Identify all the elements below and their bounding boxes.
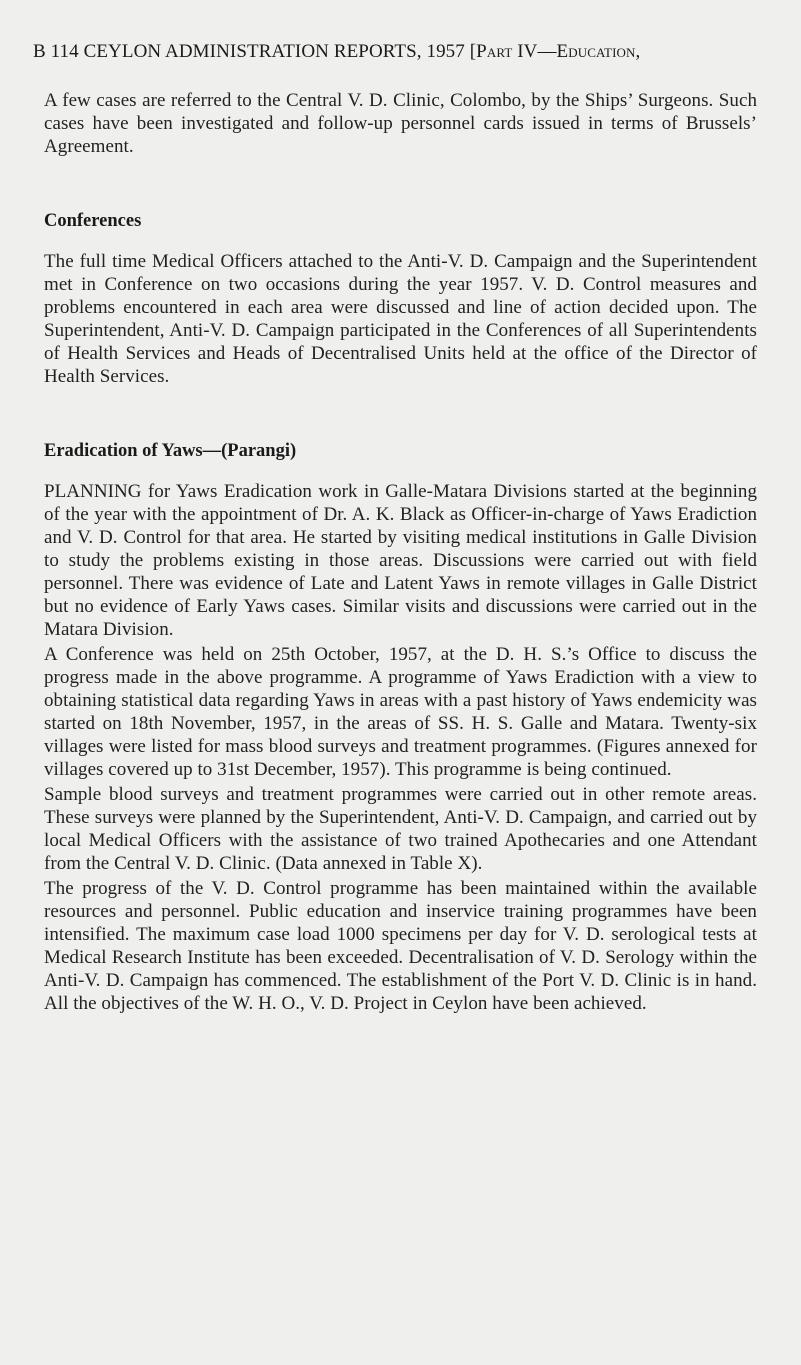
running-head-left: B 114 CEYLON ADMINISTRATION REPORTS, 1957 [ bbox=[33, 41, 477, 62]
intro-paragraph: A few cases are referred to the Central V. D. Clinic, Colombo, by the Ships’ Surgeons. Such cases have been investigated and follow-up personnel cards issued in terms of Brussels’ Agreement. bbox=[44, 90, 757, 157]
yaws-heading: Eradication of Yaws—(Parangi) bbox=[44, 441, 297, 461]
yaws-paragraph-2: A Conference was held on 25th October, 1957, at the D. H. S.’s Office to discuss the progress made in the above programme. A programme of Yaws Eradiction with a view to obtaining statistical data regarding Yaws in areas with a past history of Yaws endemicity was started on 18th November, 1957, in the areas of SS. H. S. Galle and Matara. Twenty-six villages were listed for mass blood surveys and treatment programmes. (Figures annexed for villages covered up to 31st December, 1957). This programme is being continued. bbox=[44, 644, 757, 780]
running-head bbox=[33, 40, 757, 64]
conferences-heading: Conferences bbox=[44, 211, 142, 231]
yaws-paragraph-4: The progress of the V. D. Control programme has been maintained within the available resources and personnel. Public education and inservice training programmes have been intensified. The maximum case load 1000 specimens per day for V. D. serological tests at Medical Research Institute has been exceeded. Decentralisation of V. D. Serology within the Anti-V. D. Campaign has commenced. The establishment of the Port V. D. Clinic is in hand. All the objectives of the W. H. O., V. D. Project in Ceylon have been achieved. bbox=[44, 878, 757, 1014]
running-head-right: Part IV—Education, bbox=[476, 41, 641, 62]
yaws-paragraph-1: PLANNING for Yaws Eradication work in Galle-Matara Divisions started at the beginning of the year with the appointment of Dr. A. K. Black as Officer-in-charge of Yaws Eradiction and V. D. Control for that area. He started by visiting medical institutions in Galle Division to study the problems existing in those areas. Discussions were carried out with field personnel. There was evidence of Late and Latent Yaws in remote villages in Galle District but no evidence of Early Yaws cases. Similar visits and discussions were carried out in the Matara Division. bbox=[44, 481, 757, 640]
yaws-paragraph-3: Sample blood surveys and treatment programmes were carried out in other remote areas. These surveys were planned by the Superintendent, Anti-V. D. Campaign, and carried out by local Medical Officers with the assistance of two trained Apothecaries and one Attendant from the Central V. D. Clinic. (Data annexed in Table X). bbox=[44, 784, 757, 874]
conferences-paragraph: The full time Medical Officers attached to the Anti-V. D. Campaign and the Superintendent met in Conference on two occasions during the year 1957. V. D. Control measures and problems encountered in each area were discussed and line of action decided upon. The Superintendent, Anti-V. D. Campaign participated in the Conferences of all Superintendents of Health Services and Heads of Decentralised Units held at the office of the Director of Health Services. bbox=[44, 251, 757, 387]
